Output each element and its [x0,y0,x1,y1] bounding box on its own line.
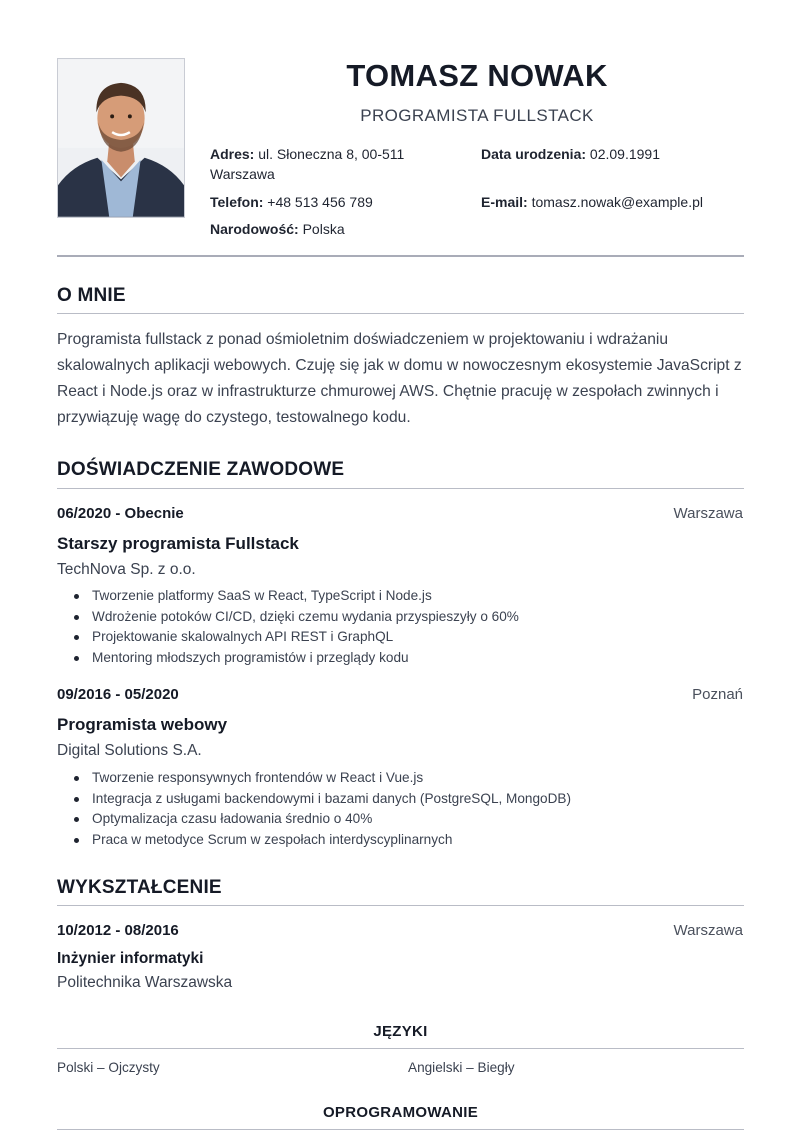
job-city: Poznań [692,686,743,703]
email-label: E-mail: [481,194,528,210]
languages-section-title: JĘZYKI [373,1023,428,1040]
languages-divider [57,1048,744,1049]
education-divider [57,905,744,906]
about-text: Programista fullstack z ponad ośmioletnim doświadczeniem w projektowaniu i wdrażaniu skalowalnych aplikacji webowych. Czuję się jak w domu w nowoczesnym ekosystemie JavaScript z React i Node.js oraz w infrastrukturze chmurowej AWS. Chętnie pracuję w zespołach zwinnych i przywiązuję wagę do czystego, testowalnego kodu. [57,331,742,426]
birthdate-info [481,144,751,164]
education-city: Warszawa [673,922,743,939]
software-divider [57,1129,744,1130]
job-position: Programista webowy [57,715,228,734]
list-item: Tworzenie responsywnych frontendów w React i Vue.js [72,768,752,789]
experience-section-title: DOŚWIADCZENIE ZAWODOWE [57,459,345,480]
phone-value: +48 513 456 789 [267,194,373,210]
about-section-title: O MNIE [57,285,126,306]
nationality-info [210,219,460,239]
list-item: Integracja z usługami backendowymi i bazami danych (PostgreSQL, MongoDB) [72,789,752,810]
job-bullet-list [72,586,752,668]
about-divider [57,313,744,314]
address-label: Adres: [210,146,255,162]
list-item: Projektowanie skalowalnych API REST i GraphQL [72,627,752,648]
phone-info [210,192,460,212]
job-city: Warszawa [673,505,743,522]
email-info [481,192,761,212]
address-info [210,144,460,184]
education-degree: Inżynier informatyki [57,950,204,967]
list-item: Wdrożenie potoków CI/CD, dzięki czemu wydania przyspieszyły o 60% [72,607,752,628]
job-bullet-list [72,768,752,850]
email-value[interactable]: tomasz.nowak@example.pl [531,194,703,210]
job-dates: 06/2020 - Obecnie [57,505,184,522]
list-item: Praca w metodyce Scrum w zespołach interdyscyplinarnych [72,830,752,851]
candidate-role: PROGRAMISTA FULLSTACK [360,106,594,125]
language-item: Angielski – Biegły [408,1060,515,1075]
education-school: Politechnika Warszawska [57,974,233,991]
experience-divider [57,488,744,489]
job-company: Digital Solutions S.A. [57,742,202,759]
job-company: TechNova Sp. z o.o. [57,561,196,578]
birthdate-label: Data urodzenia: [481,146,587,162]
phone-label: Telefon: [210,194,264,210]
job-position: Starszy programista Fullstack [57,534,299,553]
candidate-name: TOMASZ NOWAK [346,58,608,93]
software-section-title: OPROGRAMOWANIE [322,1104,479,1121]
education-dates: 10/2012 - 08/2016 [57,922,179,939]
profile-photo [57,58,185,218]
language-item: Polski – Ojczysty [57,1060,160,1075]
nationality-label: Narodowość: [210,221,299,237]
education-section-title: WYKSZTAŁCENIE [57,877,222,898]
birthdate-value: 02.09.1991 [589,146,660,162]
list-item: Tworzenie platformy SaaS w React, TypeScript i Node.js [72,586,752,607]
nationality-value: Polska [302,221,345,237]
job-dates: 09/2016 - 05/2020 [57,686,179,703]
list-item: Optymalizacja czasu ładowania średnio o 40% [72,809,752,830]
address-value: ul. Słoneczna 8, 00-511 Warszawa [210,146,405,182]
header-divider [57,255,744,257]
list-item: Mentoring młodszych programistów i przeglądy kodu [72,648,752,669]
